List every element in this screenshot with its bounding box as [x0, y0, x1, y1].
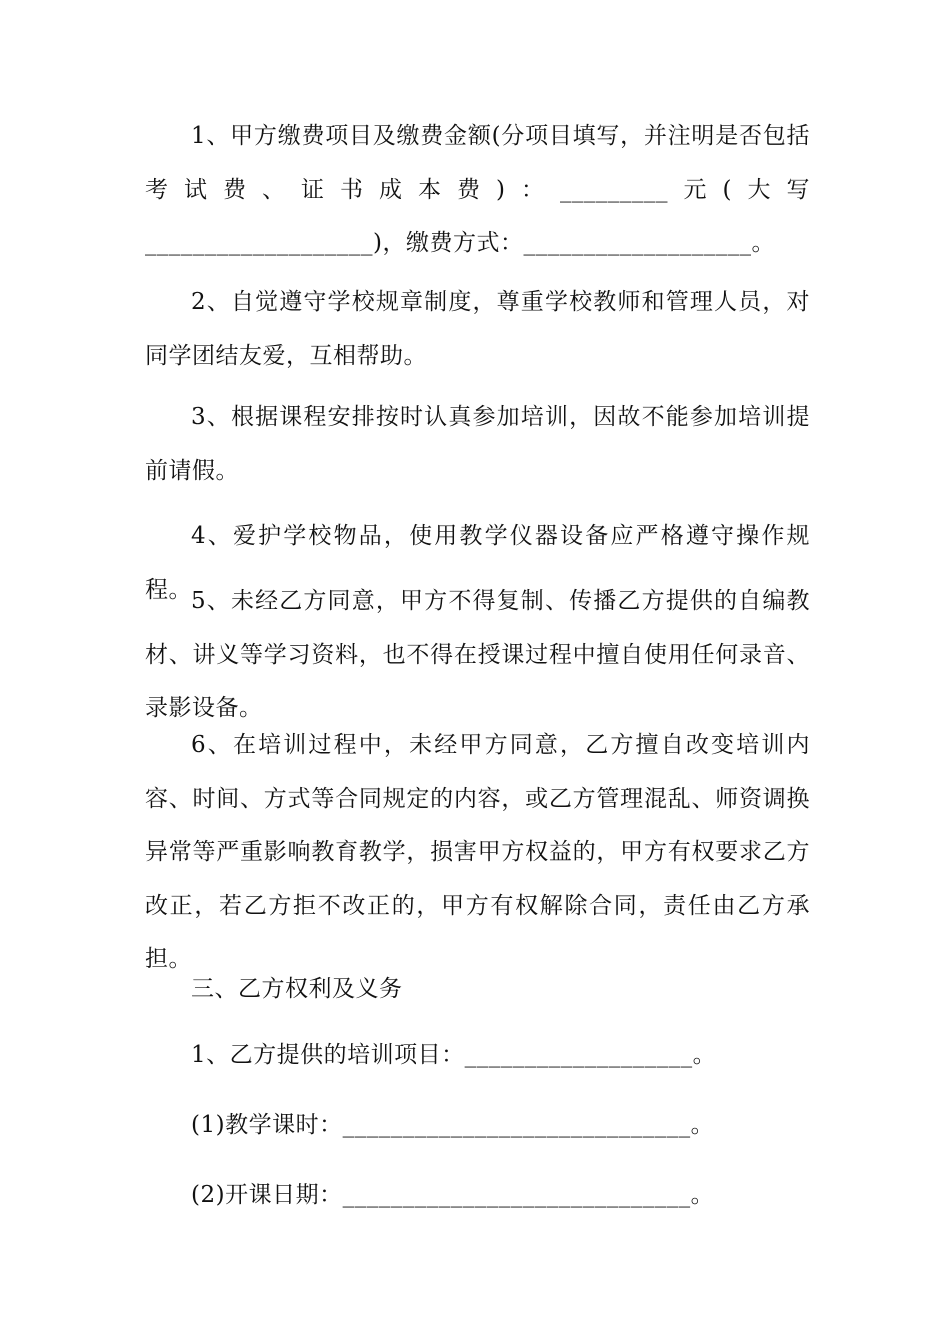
clause-fee-items: 1、甲方缴费项目及缴费金额(分项目填写，并注明是否包括考试费、证书成本费)：_________元(大写___________________)，缴费方式：___________________。 [145, 123, 810, 256]
clause-training-project: 1、乙方提供的培训项目：___________________。 [191, 1042, 717, 1068]
clause-start-date: (2)开课日期：_____________________________。 [191, 1182, 715, 1208]
clause-no-copying: 5、未经乙方同意，甲方不得复制、传播乙方提供的自编教材、讲义等学习资料，也不得在授课过程中擅自使用任何录音、录影设备。 [145, 588, 810, 721]
clause-obey-rules: 2、自觉遵守学校规章制度，尊重学校教师和管理人员，对同学团结友爱，互相帮助。 [145, 289, 810, 369]
clause-attendance: 3、根据课程安排按时认真参加培训，因故不能参加培训提前请假。 [145, 404, 810, 484]
section-heading-party-b: 三、乙方权利及义务 [191, 976, 403, 1002]
clause-care-property: 4、爱护学校物品，使用教学仪器设备应严格遵守操作规程。 [145, 523, 810, 603]
clause-teaching-hours: (1)教学课时：_____________________________。 [191, 1112, 715, 1138]
clause-termination: 6、在培训过程中，未经甲方同意，乙方擅自改变培训内容、时间、方式等合同规定的内容，或乙方管理混乱、师资调换异常等严重影响教育教学，损害甲方权益的，甲方有权要求乙方改正，若乙方拒不改正的，甲方有权解除合同，责任由乙方承担。 [145, 732, 810, 972]
